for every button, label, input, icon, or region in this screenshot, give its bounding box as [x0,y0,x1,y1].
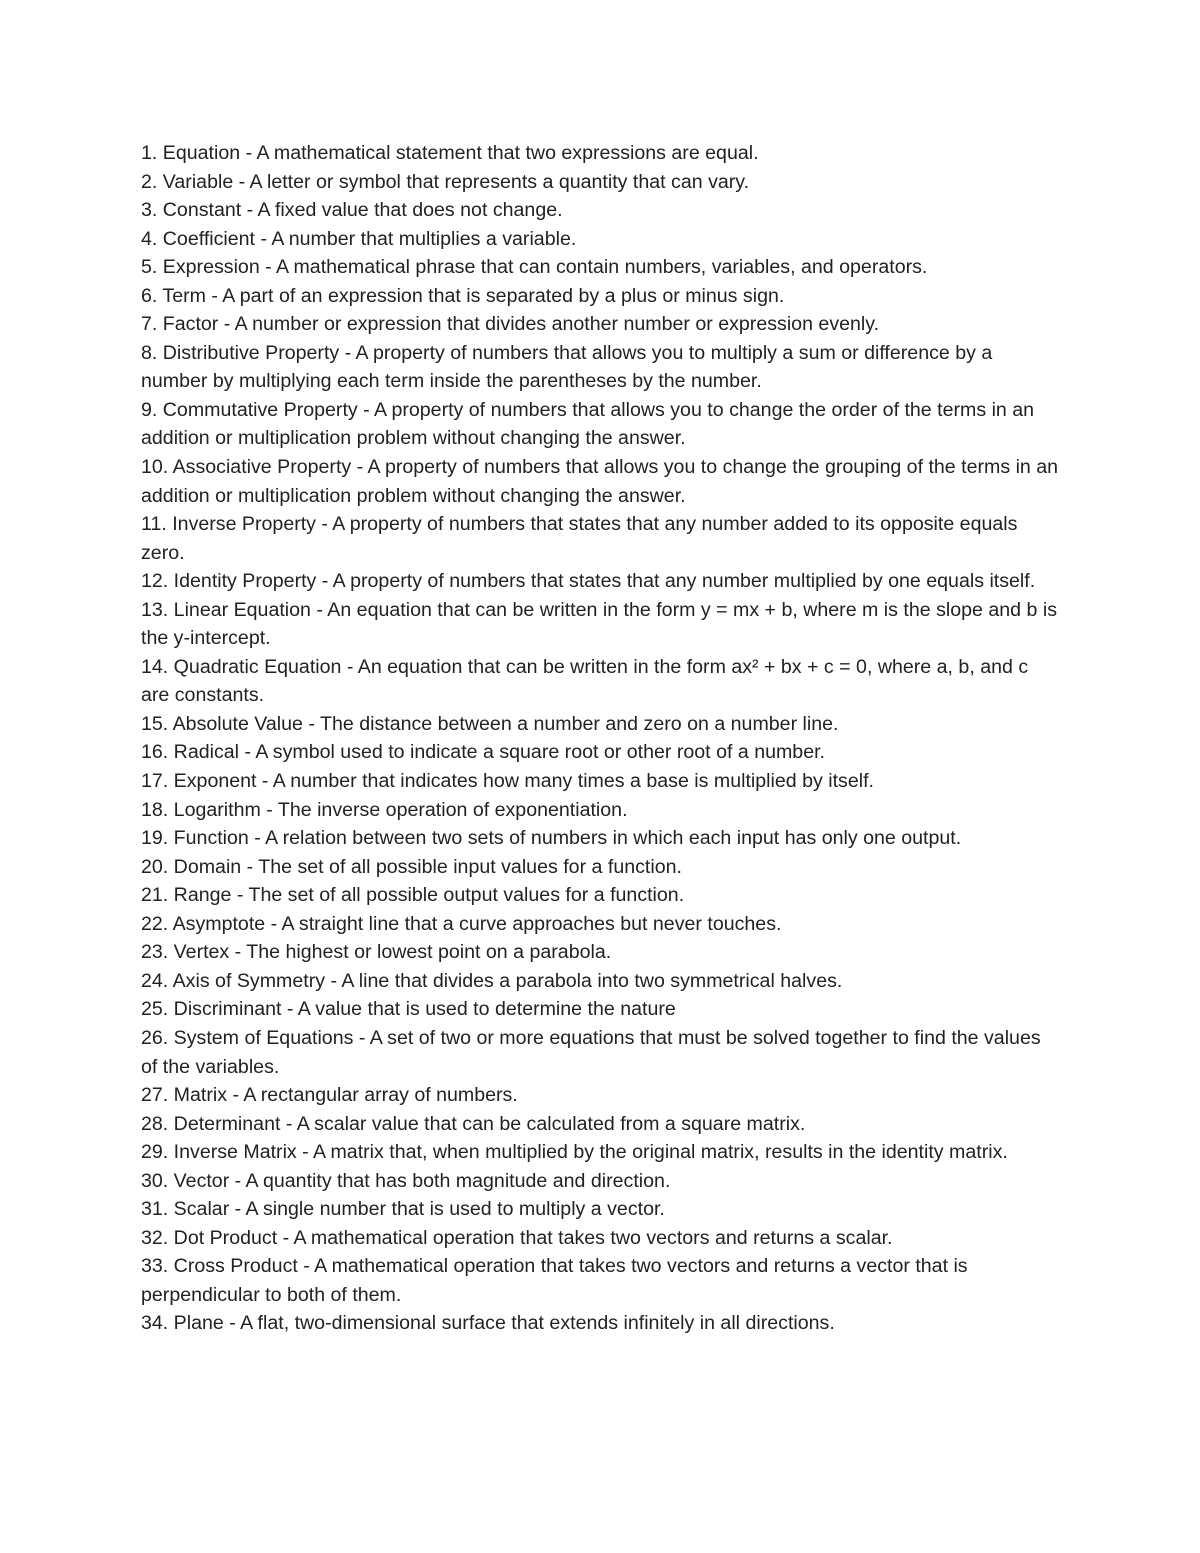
glossary-entry: 30. Vector - A quantity that has both magnitude and direction. [141,1169,671,1192]
glossary-entry: 14. Quadratic Equation - An equation that can be written in the form ax² + bx + c = 0, where a, b, and c are constants. [141,655,1029,707]
glossary-entry: 31. Scalar - A single number that is used to multiply a vector. [141,1198,665,1221]
glossary-entry: 3. Constant - A fixed value that does not change. [141,199,563,222]
glossary-entry: 7. Factor - A number or expression that divides another number or expression evenly. [141,313,880,336]
glossary-entry: 33. Cross Product - A mathematical operation that takes two vectors and returns a vector that is perpendicular to both of them. [141,1255,968,1306]
glossary-entry: 16. Radical - A symbol used to indicate a square root or other root of a number. [141,741,825,764]
glossary-entry: 28. Determinant - A scalar value that can be calculated from a square matrix. [141,1112,806,1135]
glossary-entry: 8. Distributive Property - A property of numbers that allows you to multiply a sum or difference by a number by multiplying each term inside the parentheses by the number. [141,341,993,393]
glossary-entry: 2. Variable - A letter or symbol that represents a quantity that can vary. [141,170,750,193]
glossary-entry: 13. Linear Equation - An equation that can be written in the form y = mx + b, where m is the slope and b is the y-intercept. [141,598,1057,650]
glossary-entry: 4. Coefficient - A number that multiplies a variable. [141,227,577,250]
glossary-entry: 22. Asymptote - A straight line that a curve approaches but never touches. [141,912,782,935]
glossary-entry: 27. Matrix - A rectangular array of numbers. [141,1084,518,1107]
glossary-entry: 5. Expression - A mathematical phrase that can contain numbers, variables, and operators. [141,256,928,279]
glossary-entry: 24. Axis of Symmetry - A line that divides a parabola into two symmetrical halves. [141,969,843,992]
glossary-entry: 32. Dot Product - A mathematical operation that takes two vectors and returns a scalar. [141,1226,893,1249]
glossary-entry: 1. Equation - A mathematical statement that two expressions are equal. [141,142,759,164]
glossary-entry: 6. Term - A part of an expression that is separated by a plus or minus sign. [141,284,785,307]
glossary-entry: 26. System of Equations - A set of two or more equations that must be solved together to find the values of the variables. [141,1026,1041,1078]
glossary-entry: 25. Discriminant - A value that is used to determine the nature [141,998,676,1021]
glossary-entry: 19. Function - A relation between two sets of numbers in which each input has only one output. [141,827,962,850]
glossary-entry: 20. Domain - The set of all possible input values for a function. [141,855,682,878]
glossary-list [141,139,1061,1338]
glossary-entry: 21. Range - The set of all possible output values for a function. [141,884,685,907]
glossary-entry: 17. Exponent - A number that indicates how many times a base is multiplied by itself. [141,770,874,793]
glossary-entry: 23. Vertex - The highest or lowest point on a parabola. [141,941,612,964]
glossary-entry: 34. Plane - A flat, two-dimensional surface that extends infinitely in all directions. [141,1312,835,1335]
glossary-entry: 18. Logarithm - The inverse operation of exponentiation. [141,798,628,821]
glossary-entry: 10. Associative Property - A property of numbers that allows you to change the grouping of the terms in an addition or multiplication problem without changing the answer. [141,456,1059,507]
glossary-entry: 12. Identity Property - A property of numbers that states that any number multiplied by one equals itself. [141,570,1036,593]
glossary-entry: 9. Commutative Property - A property of numbers that allows you to change the order of the terms in an addition or multiplication problem without changing the answer. [141,398,1035,450]
glossary-entry: 11. Inverse Property - A property of numbers that states that any number added to its opposite equals zero. [141,513,1018,564]
glossary-entry: 29. Inverse Matrix - A matrix that, when multiplied by the original matrix, results in the identity matrix. [141,1141,1008,1164]
glossary-entry: 15. Absolute Value - The distance between a number and zero on a number line. [141,712,839,735]
